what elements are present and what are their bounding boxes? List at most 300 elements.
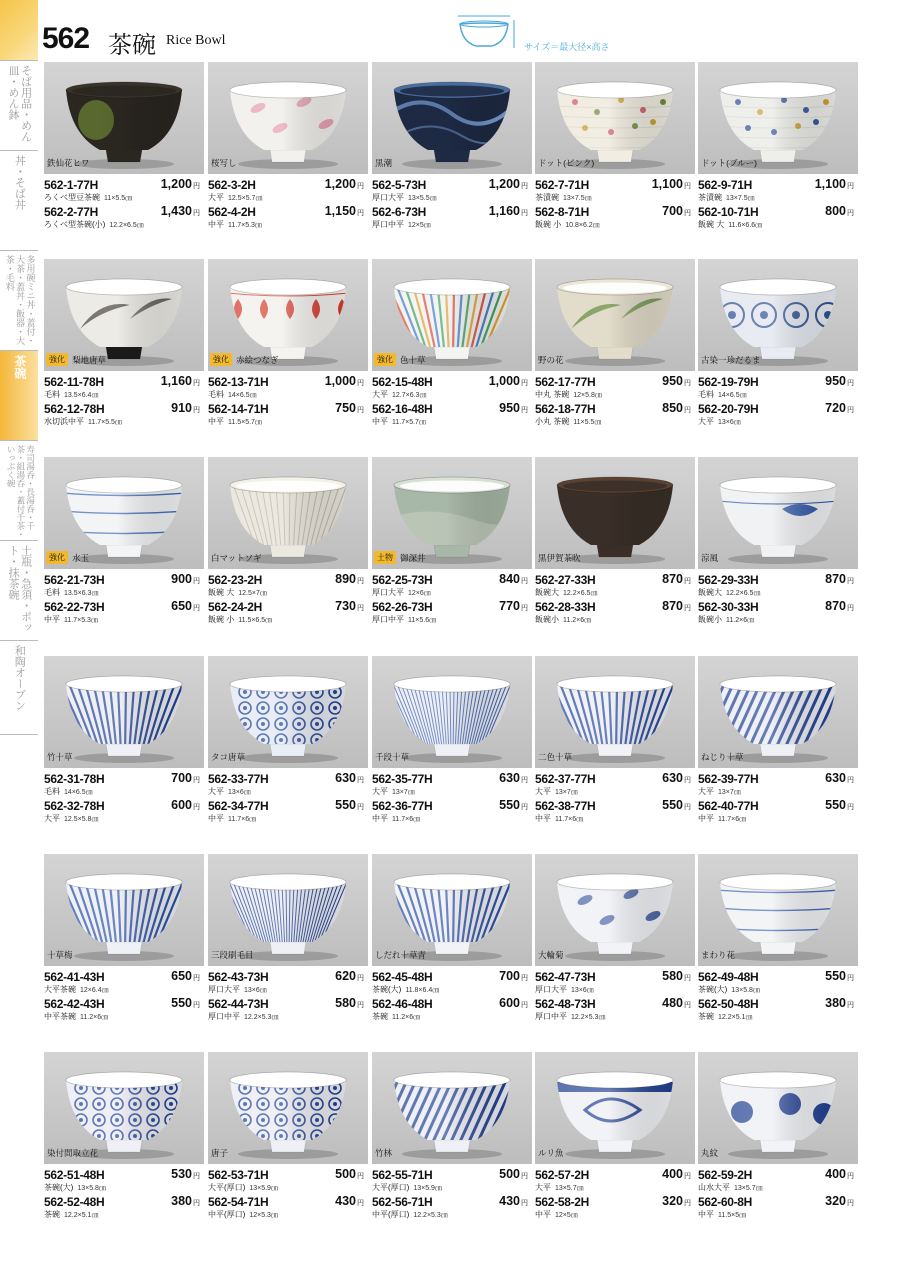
price-value: 1,200 [324, 177, 356, 191]
product-name: 御深井 [400, 553, 426, 563]
product-card[interactable] [208, 259, 368, 449]
item-description [698, 219, 762, 230]
item-description [372, 1209, 448, 1220]
yen-unit: 円 [847, 380, 854, 387]
item-price [171, 771, 200, 785]
item-row [208, 402, 368, 430]
item-code: 562-30-33H [698, 600, 759, 614]
item-size: 14×6.5㎝ [64, 789, 93, 796]
item-price [499, 771, 528, 785]
item-price [171, 996, 200, 1010]
item-price [171, 1167, 200, 1181]
price-value: 950 [499, 401, 520, 415]
item-size: 12×5㎝ [408, 222, 431, 229]
item-size: 12.5×5.7㎝ [228, 195, 263, 202]
item-price [335, 1167, 364, 1181]
price-value: 400 [825, 1167, 846, 1181]
item-row [372, 1168, 532, 1196]
product-card[interactable] [535, 854, 695, 1044]
product-card[interactable] [698, 457, 858, 647]
yen-unit: 円 [684, 804, 691, 811]
item-price [161, 177, 200, 191]
price-value: 850 [662, 401, 683, 415]
yen-unit: 円 [521, 975, 528, 982]
product-photo [372, 854, 532, 966]
product-card[interactable] [698, 259, 858, 449]
item-description [535, 416, 601, 427]
item-code: 562-46-48H [372, 997, 433, 1011]
item-type: 中平 [372, 814, 388, 823]
product-card[interactable] [372, 457, 532, 647]
product-photo [535, 259, 695, 371]
product-name: 梨地唐草 [72, 355, 107, 365]
item-size: 11.7×6㎝ [228, 816, 257, 823]
item-size: 13×6㎝ [244, 987, 267, 994]
item-size: 11.7×5.3㎝ [228, 222, 262, 229]
item-price [825, 1194, 854, 1208]
item-price [662, 204, 691, 218]
item-description [535, 219, 600, 230]
sidebar-tab-yunomi[interactable] [0, 440, 38, 540]
yen-unit: 円 [357, 804, 364, 811]
product-name: 黒伊賀茶吹 [538, 553, 581, 563]
price-value: 550 [499, 798, 520, 812]
item-description [698, 984, 760, 995]
item-description [208, 219, 262, 230]
item-description [208, 1011, 278, 1022]
item-type: ろくべ型豆茶碗 [44, 193, 100, 202]
item-row [208, 573, 368, 601]
product-card[interactable] [208, 457, 368, 647]
bowl-image [372, 457, 532, 569]
item-price [335, 996, 364, 1010]
price-value: 1,430 [160, 204, 192, 218]
product-name: 染付間取立花 [47, 1148, 99, 1158]
item-description [372, 1182, 442, 1193]
item-code: 562-23-2H [208, 573, 263, 587]
price-value: 530 [171, 1167, 192, 1181]
product-card[interactable] [44, 656, 204, 846]
yen-unit: 円 [357, 605, 364, 612]
sidebar-tab-tayowan[interactable] [0, 250, 38, 350]
page-title: 茶碗 [108, 31, 156, 59]
item-description [698, 1011, 752, 1022]
item-size: 11.5×6.5㎝ [238, 617, 273, 624]
bowl-image [372, 62, 532, 174]
item-size: 11.7×6㎝ [718, 816, 747, 823]
price-value: 720 [825, 401, 846, 415]
item-code: 562-37-77H [535, 772, 596, 786]
product-card[interactable] [698, 854, 858, 1044]
item-row [535, 772, 695, 800]
item-description [44, 1011, 108, 1022]
price-value: 500 [499, 1167, 520, 1181]
item-row [698, 402, 858, 430]
bowl-image [208, 259, 368, 371]
price-value: 380 [171, 1194, 192, 1208]
item-code: 562-51-48H [44, 1168, 105, 1182]
item-description [44, 614, 98, 625]
item-row [535, 375, 695, 403]
item-description [372, 786, 415, 797]
item-description [535, 587, 597, 598]
yen-unit: 円 [684, 183, 691, 190]
item-row [698, 573, 858, 601]
product-card[interactable] [372, 62, 532, 252]
product-name: しだれ十草青 [375, 950, 427, 960]
product-card[interactable] [372, 1052, 532, 1242]
page-header [0, 0, 900, 60]
item-price [662, 771, 691, 785]
item-code: 562-34-77H [208, 799, 269, 813]
item-type: 厚口大平 [208, 985, 240, 994]
sidebar-tab-label: 土瓶・急須・ポット・抹茶碗 [7, 545, 33, 633]
item-type: 毛料 [698, 390, 714, 399]
item-description [44, 192, 132, 203]
item-row [698, 1195, 858, 1223]
price-value: 620 [335, 969, 356, 983]
item-code: 562-53-71H [208, 1168, 269, 1182]
item-type: 中平 [372, 417, 388, 426]
sidebar-tab-label: そば用品・めん皿・めん鉢 [7, 65, 33, 142]
item-size: 13×7.5㎝ [563, 195, 592, 202]
item-row [535, 573, 695, 601]
product-card[interactable] [44, 259, 204, 449]
product-photo [208, 457, 368, 569]
item-code: 562-60-8H [698, 1195, 753, 1209]
item-row [44, 573, 204, 601]
yen-unit: 円 [357, 407, 364, 414]
item-description [208, 1209, 278, 1220]
price-value: 1,000 [488, 374, 520, 388]
yen-unit: 円 [357, 1173, 364, 1180]
item-description [698, 786, 741, 797]
item-row [44, 600, 204, 628]
yen-unit: 円 [193, 1002, 200, 1009]
item-type: 中平 [208, 220, 224, 229]
item-size: 13×5.9㎝ [413, 1185, 442, 1192]
item-description [535, 1011, 605, 1022]
item-price [499, 996, 528, 1010]
yen-unit: 円 [193, 407, 200, 414]
item-type: 大平 [372, 390, 388, 399]
item-description [535, 614, 591, 625]
product-card[interactable] [208, 1052, 368, 1242]
item-code: 562-11-78H [44, 375, 104, 389]
product-photo [372, 62, 532, 174]
item-type: 大平 [44, 814, 60, 823]
item-type: 大平 [535, 1183, 551, 1192]
item-price [161, 204, 200, 218]
item-price [335, 401, 364, 415]
item-row [44, 970, 204, 998]
item-row [698, 375, 858, 403]
item-size: 11.6×6.6㎝ [728, 222, 763, 229]
sidebar-tab-chawan[interactable] [0, 350, 38, 440]
yen-unit: 円 [357, 210, 364, 217]
item-description [208, 614, 272, 625]
item-code: 562-47-73H [535, 970, 596, 984]
item-type: 大平(厚口) [372, 1183, 410, 1192]
item-row [208, 205, 368, 233]
item-code: 562-40-77H [698, 799, 759, 813]
item-type: 飯碗小 [698, 615, 722, 624]
item-price [171, 599, 200, 613]
price-value: 700 [499, 969, 520, 983]
product-name: 竹十草 [47, 752, 73, 762]
item-price [825, 599, 854, 613]
product-card[interactable] [535, 656, 695, 846]
product-card[interactable] [44, 457, 204, 647]
item-row [44, 799, 204, 827]
product-card[interactable] [372, 656, 532, 846]
price-value: 600 [171, 798, 192, 812]
item-code: 562-14-71H [208, 402, 269, 416]
item-price [662, 401, 691, 415]
product-card[interactable] [44, 1052, 204, 1242]
price-value: 1,160 [488, 204, 520, 218]
item-description [44, 1182, 106, 1193]
item-price [325, 177, 364, 191]
item-type: 厚口中平 [372, 220, 404, 229]
item-description [698, 389, 747, 400]
product-photo [44, 656, 204, 768]
product-photo [44, 1052, 204, 1164]
item-code: 562-43-73H [208, 970, 269, 984]
item-description [698, 587, 760, 598]
product-card[interactable] [44, 62, 204, 252]
sidebar-tab-soba[interactable] [0, 60, 38, 150]
item-type: 大平(厚口) [208, 1183, 246, 1192]
item-type: 中平 [44, 615, 60, 624]
product-badge: 強化 [374, 353, 396, 366]
yen-unit: 円 [521, 578, 528, 585]
bowl-image [698, 457, 858, 569]
yen-unit: 円 [193, 804, 200, 811]
item-price [825, 1167, 854, 1181]
item-row [535, 178, 695, 206]
item-price [662, 374, 691, 388]
item-type: 茶碗 [698, 1012, 714, 1021]
price-value: 380 [825, 996, 846, 1010]
item-code: 562-21-73H [44, 573, 105, 587]
item-type: 茶碗(大) [44, 1183, 74, 1192]
item-code: 562-41-43H [44, 970, 105, 984]
item-price [171, 798, 200, 812]
sidebar-tab-donburi[interactable] [0, 150, 38, 250]
price-value: 1,200 [160, 177, 192, 191]
item-size: 11.7×5.5㎝ [88, 419, 122, 426]
item-size: 12×5.3㎝ [249, 1212, 278, 1219]
price-value: 1,150 [324, 204, 356, 218]
product-photo [208, 259, 368, 371]
yen-unit: 円 [847, 578, 854, 585]
yen-unit: 円 [847, 1002, 854, 1009]
product-card[interactable] [535, 259, 695, 449]
price-value: 550 [662, 798, 683, 812]
item-size: 12.2×5.1㎝ [64, 1212, 99, 1219]
product-photo [208, 854, 368, 966]
yen-unit: 円 [847, 183, 854, 190]
item-size: 13×7㎝ [718, 789, 741, 796]
item-size: 12.2×6.5㎝ [109, 222, 144, 229]
item-description [372, 219, 431, 230]
item-row [44, 1168, 204, 1196]
item-description [698, 416, 741, 427]
item-price [662, 572, 691, 586]
item-size: 11.7×5.3㎝ [64, 617, 98, 624]
item-size: 12.2×5.1㎝ [718, 1014, 753, 1021]
product-card[interactable] [44, 854, 204, 1044]
item-type: 大平茶碗 [44, 985, 76, 994]
product-card[interactable] [698, 1052, 858, 1242]
bowl-image [208, 1052, 368, 1164]
yen-unit: 円 [684, 1173, 691, 1180]
item-code: 562-31-78H [44, 772, 105, 786]
product-name: 鉄仙花ヒワ [47, 158, 90, 168]
item-description [372, 813, 420, 824]
price-value: 870 [825, 572, 846, 586]
item-row [44, 178, 204, 206]
price-value: 580 [335, 996, 356, 1010]
item-size: 13×7.5㎝ [726, 195, 755, 202]
item-code: 562-18-77H [535, 402, 596, 416]
sidebar-tab-oven[interactable] [0, 640, 38, 735]
item-price [825, 401, 854, 415]
item-size: 12×6㎝ [408, 590, 431, 597]
product-card[interactable] [372, 854, 532, 1044]
product-card[interactable] [208, 656, 368, 846]
price-value: 1,160 [160, 374, 192, 388]
item-size: 13×7㎝ [392, 789, 415, 796]
item-type: 大平 [208, 193, 224, 202]
product-card[interactable] [372, 259, 532, 449]
item-type: 飯碗 大 [208, 588, 235, 597]
item-type: 水切浜中平 [44, 417, 84, 426]
price-value: 1,100 [814, 177, 846, 191]
item-description [698, 1209, 746, 1220]
price-value: 840 [499, 572, 520, 586]
yen-unit: 円 [847, 1200, 854, 1207]
item-row [372, 799, 532, 827]
product-name: 色十草 [400, 355, 426, 365]
item-type: 茶碗(大) [372, 985, 402, 994]
product-photo [44, 854, 204, 966]
product-name: ドット(ブルー) [701, 158, 757, 168]
product-card[interactable] [535, 457, 695, 647]
product-badge: 土物 [374, 551, 396, 564]
product-card[interactable] [208, 854, 368, 1044]
item-row [44, 205, 204, 233]
item-type: 茶碗 [372, 1012, 388, 1021]
item-description [698, 813, 746, 824]
price-value: 480 [662, 996, 683, 1010]
item-code: 562-54-71H [208, 1195, 269, 1209]
item-code: 562-50-48H [698, 997, 759, 1011]
item-code: 562-29-33H [698, 573, 759, 587]
yen-unit: 円 [684, 975, 691, 982]
item-size: 13×5.8㎝ [77, 1185, 106, 1192]
item-price [335, 969, 364, 983]
item-row [44, 1195, 204, 1223]
item-description [535, 1182, 584, 1193]
bowl-image [698, 1052, 858, 1164]
product-photo [208, 1052, 368, 1164]
item-size: 14×6.5㎝ [228, 392, 257, 399]
product-photo [44, 62, 204, 174]
item-price [662, 996, 691, 1010]
item-size: 11.7×5.7㎝ [392, 419, 426, 426]
item-type: 大平 [208, 787, 224, 796]
product-name: 十草梅 [47, 950, 73, 960]
item-type: 茶漬碗 [535, 193, 559, 202]
yen-unit: 円 [684, 380, 691, 387]
product-card[interactable] [535, 1052, 695, 1242]
item-type: 厚口中平 [208, 1012, 240, 1021]
item-price [825, 771, 854, 785]
item-price [489, 204, 528, 218]
item-type: 厚口大平 [372, 193, 404, 202]
item-size: 13×7㎝ [555, 789, 578, 796]
item-code: 562-2-77H [44, 205, 99, 219]
item-size: 10.8×6.2㎝ [565, 222, 600, 229]
price-value: 630 [335, 771, 356, 785]
item-row [372, 970, 532, 998]
price-value: 630 [499, 771, 520, 785]
product-name: ルリ魚 [538, 1148, 564, 1158]
item-type: 厚口中平 [535, 1012, 567, 1021]
price-value: 550 [335, 798, 356, 812]
product-card[interactable] [208, 62, 368, 252]
item-size: 11.8×6.4㎝ [405, 987, 440, 994]
item-size: 13×5.7㎝ [555, 1185, 584, 1192]
product-name: まわり花 [701, 950, 736, 960]
item-size: 11.5×5.7㎝ [228, 419, 262, 426]
yen-unit: 円 [684, 210, 691, 217]
item-description [535, 786, 578, 797]
item-code: 562-39-77H [698, 772, 759, 786]
product-name: 二色十草 [538, 752, 573, 762]
price-value: 700 [171, 771, 192, 785]
product-card[interactable] [698, 62, 858, 252]
item-row [698, 970, 858, 998]
item-row [372, 1195, 532, 1223]
item-description [208, 813, 256, 824]
price-value: 900 [171, 572, 192, 586]
item-price [825, 969, 854, 983]
item-code: 562-10-71H [698, 205, 759, 219]
sidebar-tab-dobin[interactable] [0, 540, 38, 640]
product-card[interactable] [698, 656, 858, 846]
product-card[interactable] [535, 62, 695, 252]
item-description [44, 786, 93, 797]
product-photo [535, 62, 695, 174]
item-size: 13×5.7㎝ [734, 1185, 763, 1192]
price-value: 870 [825, 599, 846, 613]
item-row [535, 402, 695, 430]
product-photo [208, 656, 368, 768]
yen-unit: 円 [521, 605, 528, 612]
yen-unit: 円 [684, 407, 691, 414]
item-price [335, 1194, 364, 1208]
price-value: 580 [662, 969, 683, 983]
item-size: 11.7×6㎝ [555, 816, 584, 823]
item-type: 毛料 [44, 390, 60, 399]
item-price [171, 572, 200, 586]
item-row [44, 375, 204, 403]
item-code: 562-36-77H [372, 799, 433, 813]
item-price [825, 798, 854, 812]
